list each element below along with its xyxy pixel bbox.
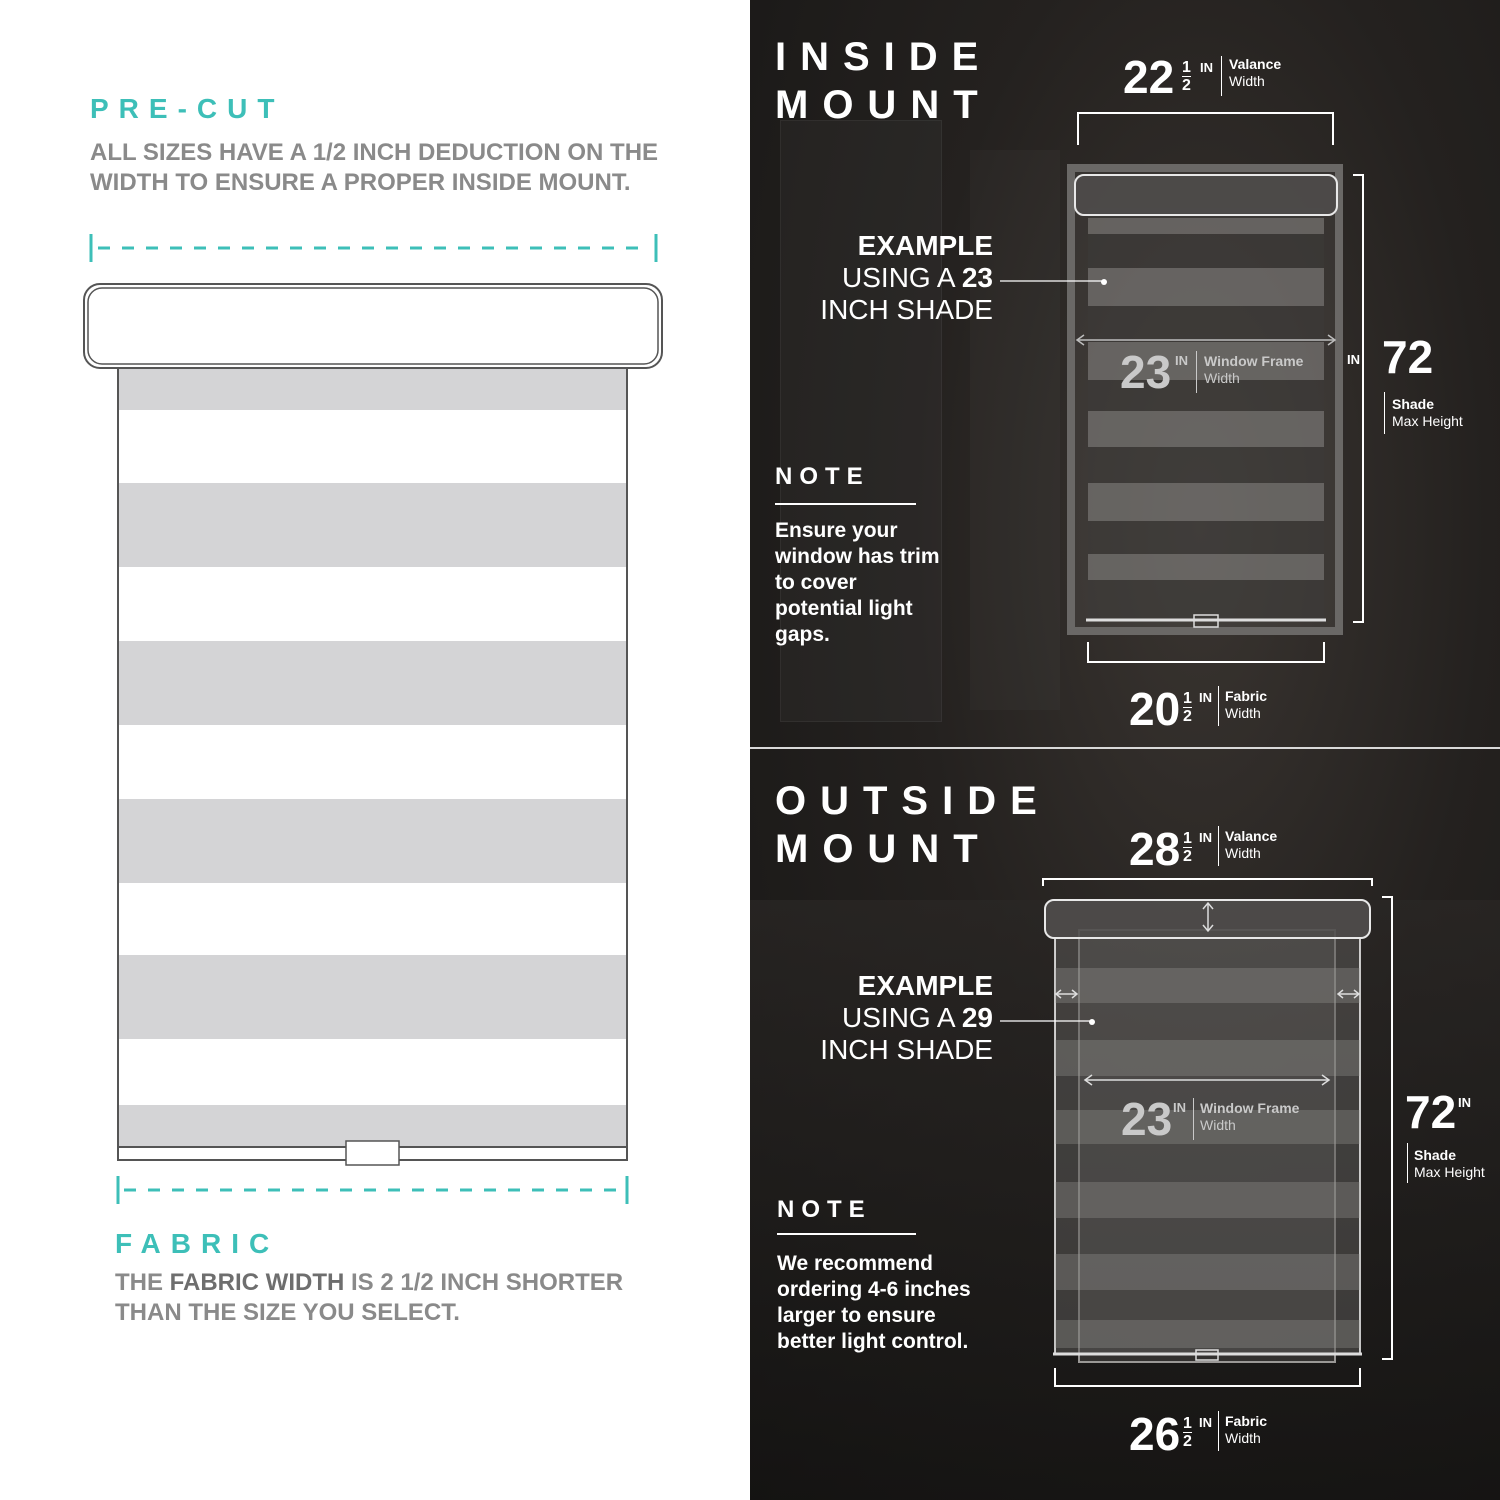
- inside-mount-title: INSIDE MOUNT: [775, 35, 993, 127]
- outside-example: EXAMPLE USING A 29 INCH SHADE: [820, 970, 993, 1065]
- precut-heading: PRE-CUT: [90, 93, 285, 124]
- outside-note-text: We recommend ordering 4-6 inches larger to ensure better light control.: [777, 1252, 971, 1353]
- inside-example: EXAMPLE USING A 23 INCH SHADE: [820, 230, 993, 325]
- inside-note-heading: NOTE: [775, 463, 870, 490]
- precut-text: ALL SIZES HAVE A 1/2 INCH DEDUCTION ON THE WIDTH TO ENSURE A PROPER INSIDE MOUNT.: [90, 139, 659, 196]
- outside-mount-title: OUTSIDE MOUNT: [775, 779, 1051, 871]
- inside-note-text: Ensure your window has trim to cover potential light gaps.: [775, 519, 940, 646]
- outside-mount-diagram: [1000, 879, 1392, 1386]
- fabric-heading: FABRIC: [115, 1228, 280, 1259]
- section-divider: [750, 747, 1500, 749]
- mount-panel: INSIDE MOUNT 22 $\frac{1}{2}$ IN Valance Width EXAMPLE USING A 23 INCH SHADE 23 IN Window Frame Width IN 72 Shade Max Height NOTE Ensure your window has trim to cover potential light gaps. 20 $\frac{1}{2}$ IN Fabric Width OUTSIDE MOUNT 28 $\frac{1}{2}$ IN Valance Width EXAMPLE USING A 29 INCH SHADE 23 IN Window Frame Width 72 IN Shade Max Height NOTE We recommend ordering 4-6 inches larger to ensure better light control. 26 $\frac{1}{2}$ IN Fabric Width: [750, 0, 1500, 1500]
- fabric-text: THE FABRIC WIDTH IS 2 1/2 INCH SHORTER THAN THE SIZE YOU SELECT.: [115, 1269, 624, 1326]
- shade-fabric: [118, 365, 627, 1165]
- fabric-width-measure: [118, 1176, 627, 1204]
- precut-width-measure: [91, 234, 656, 262]
- outside-note-heading: NOTE: [777, 1196, 872, 1223]
- inside-mount-diagram: [1000, 113, 1363, 662]
- valance-cassette: [84, 284, 662, 368]
- fabric-text-bold: FABRIC WIDTH: [169, 1269, 345, 1296]
- bottom-rail-handle: [346, 1141, 399, 1165]
